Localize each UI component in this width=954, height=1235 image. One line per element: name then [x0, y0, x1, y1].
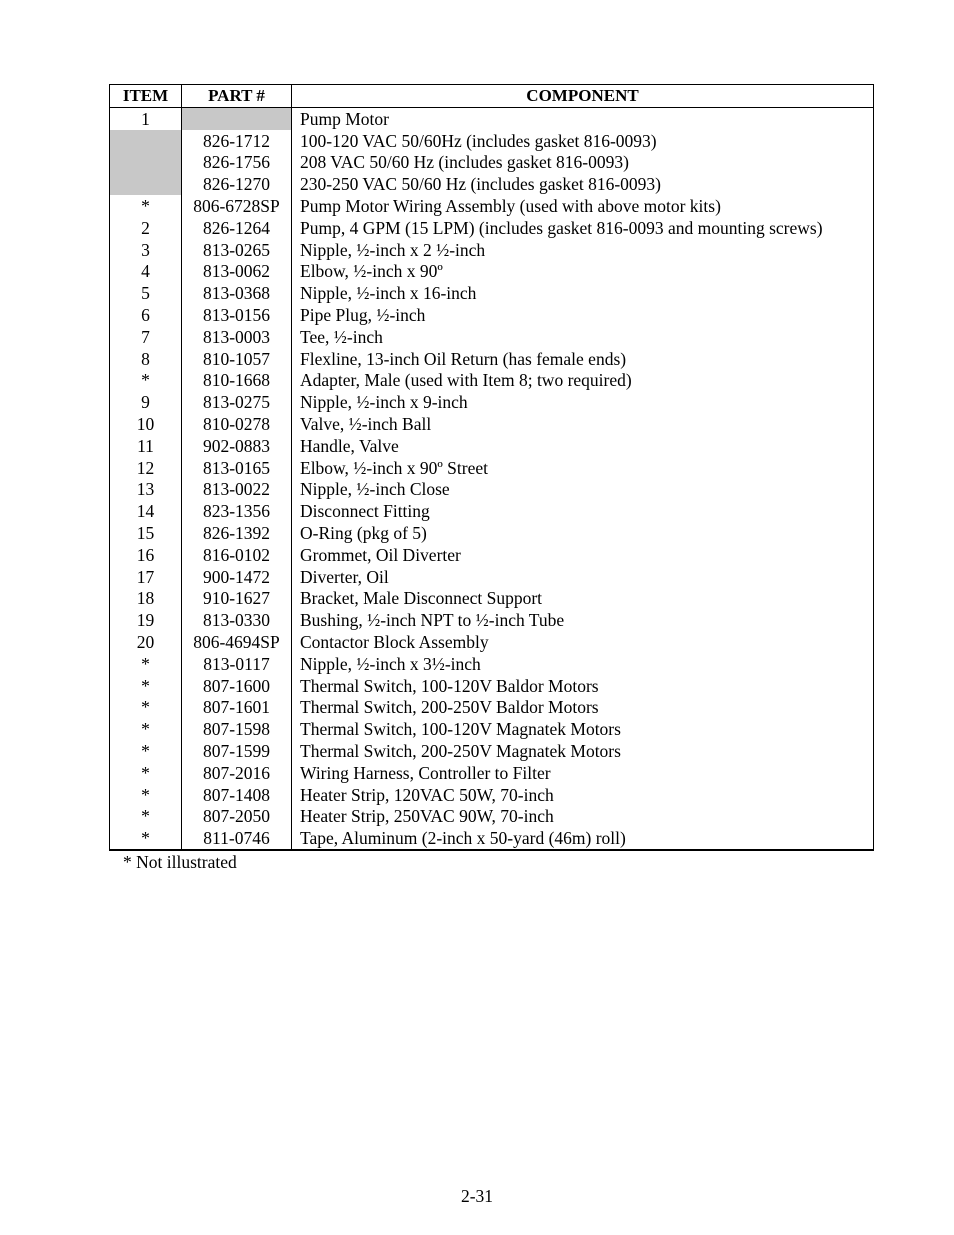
- part-number-cell: 813-0368: [182, 282, 292, 304]
- table-row: [110, 718, 874, 740]
- part-number-cell: 807-1599: [182, 740, 292, 762]
- item-cell: 19: [110, 609, 182, 631]
- item-cell: *: [110, 718, 182, 740]
- header-item: ITEM: [110, 85, 182, 108]
- table-row: [110, 239, 874, 261]
- item-cell: 10: [110, 413, 182, 435]
- table-row: [110, 631, 874, 653]
- table-row: [110, 609, 874, 631]
- component-cell: Pump, 4 GPM (15 LPM) (includes gasket 816-0093 and mounting screws): [292, 217, 874, 239]
- table-row: [110, 762, 874, 784]
- item-cell: *: [110, 195, 182, 217]
- item-cell: 3: [110, 239, 182, 261]
- part-number-cell: 813-0275: [182, 391, 292, 413]
- table-row: [110, 500, 874, 522]
- part-number-cell: 902-0883: [182, 435, 292, 457]
- component-cell: Heater Strip, 120VAC 50W, 70-inch: [292, 784, 874, 806]
- item-cell: *: [110, 740, 182, 762]
- table-row: [110, 282, 874, 304]
- part-number-cell: 826-1264: [182, 217, 292, 239]
- component-cell: Wiring Harness, Controller to Filter: [292, 762, 874, 784]
- item-cell: *: [110, 827, 182, 850]
- table-row: [110, 457, 874, 479]
- component-cell: Elbow, ½-inch x 90º: [292, 261, 874, 283]
- component-cell: Thermal Switch, 100-120V Baldor Motors: [292, 675, 874, 697]
- item-cell: [110, 173, 182, 195]
- part-number-cell: 910-1627: [182, 588, 292, 610]
- table-header: [110, 85, 874, 108]
- item-cell: 16: [110, 544, 182, 566]
- table-row: [110, 173, 874, 195]
- component-cell: Adapter, Male (used with Item 8; two required): [292, 370, 874, 392]
- item-cell: 20: [110, 631, 182, 653]
- component-cell: 100-120 VAC 50/60Hz (includes gasket 816-0093): [292, 130, 874, 152]
- part-number-cell: 813-0165: [182, 457, 292, 479]
- component-cell: 230-250 VAC 50/60 Hz (includes gasket 816-0093): [292, 173, 874, 195]
- parts-table: [109, 84, 874, 851]
- item-cell: 8: [110, 348, 182, 370]
- item-cell: 17: [110, 566, 182, 588]
- table-body: [110, 108, 874, 851]
- header-component: COMPONENT: [292, 85, 874, 108]
- table-row: [110, 479, 874, 501]
- part-number-cell: 826-1756: [182, 152, 292, 174]
- table-row: [110, 391, 874, 413]
- component-cell: Disconnect Fitting: [292, 500, 874, 522]
- item-cell: *: [110, 784, 182, 806]
- item-cell: 18: [110, 588, 182, 610]
- header-row: [110, 85, 874, 108]
- table-row: [110, 435, 874, 457]
- table-row: [110, 827, 874, 850]
- part-number-cell: 810-0278: [182, 413, 292, 435]
- table-row: [110, 413, 874, 435]
- part-number-cell: 813-0022: [182, 479, 292, 501]
- table-row: [110, 806, 874, 828]
- table-row: [110, 522, 874, 544]
- item-cell: 13: [110, 479, 182, 501]
- part-number-cell: 813-0062: [182, 261, 292, 283]
- part-number-cell: 826-1392: [182, 522, 292, 544]
- part-number-cell: 807-2050: [182, 806, 292, 828]
- table-row: [110, 217, 874, 239]
- table-row: [110, 326, 874, 348]
- item-cell: 4: [110, 261, 182, 283]
- table-row: [110, 740, 874, 762]
- item-cell: *: [110, 806, 182, 828]
- table-row: [110, 152, 874, 174]
- item-cell: [110, 152, 182, 174]
- table-row: [110, 588, 874, 610]
- item-cell: *: [110, 370, 182, 392]
- part-number-cell: 813-0265: [182, 239, 292, 261]
- component-cell: Diverter, Oil: [292, 566, 874, 588]
- footnote: * Not illustrated: [123, 852, 237, 872]
- part-number-cell: 811-0746: [182, 827, 292, 850]
- header-part-number: PART #: [182, 85, 292, 108]
- item-cell: 5: [110, 282, 182, 304]
- part-number-cell: 807-2016: [182, 762, 292, 784]
- table-row: [110, 348, 874, 370]
- component-cell: Nipple, ½-inch x 16-inch: [292, 282, 874, 304]
- table-row: [110, 130, 874, 152]
- table-row: [110, 261, 874, 283]
- component-cell: Tape, Aluminum (2-inch x 50-yard (46m) roll): [292, 827, 874, 850]
- component-cell: Heater Strip, 250VAC 90W, 70-inch: [292, 806, 874, 828]
- item-cell: 2: [110, 217, 182, 239]
- part-number-cell: 806-6728SP: [182, 195, 292, 217]
- component-cell: Elbow, ½-inch x 90º Street: [292, 457, 874, 479]
- component-cell: Grommet, Oil Diverter: [292, 544, 874, 566]
- part-number-cell: 807-1408: [182, 784, 292, 806]
- item-cell: *: [110, 697, 182, 719]
- part-number-cell: 900-1472: [182, 566, 292, 588]
- page-number: 2-31: [460, 1186, 494, 1206]
- part-number-cell: 823-1356: [182, 500, 292, 522]
- item-cell: 15: [110, 522, 182, 544]
- table-row: [110, 653, 874, 675]
- part-number-cell: 807-1601: [182, 697, 292, 719]
- table-row: [110, 784, 874, 806]
- item-cell: *: [110, 762, 182, 784]
- component-cell: Pump Motor: [292, 108, 874, 130]
- component-cell: Nipple, ½-inch x 3½-inch: [292, 653, 874, 675]
- part-number-cell: 813-0156: [182, 304, 292, 326]
- table-row: [110, 566, 874, 588]
- component-cell: O-Ring (pkg of 5): [292, 522, 874, 544]
- part-number-cell: 813-0330: [182, 609, 292, 631]
- table-row: [110, 370, 874, 392]
- component-cell: Handle, Valve: [292, 435, 874, 457]
- table-row: [110, 304, 874, 326]
- component-cell: Nipple, ½-inch x 9-inch: [292, 391, 874, 413]
- component-cell: Thermal Switch, 100-120V Magnatek Motors: [292, 718, 874, 740]
- item-cell: 12: [110, 457, 182, 479]
- component-cell: Tee, ½-inch: [292, 326, 874, 348]
- part-number-cell: 826-1270: [182, 173, 292, 195]
- item-cell: 11: [110, 435, 182, 457]
- table-row: [110, 108, 874, 130]
- component-cell: Nipple, ½-inch x 2 ½-inch: [292, 239, 874, 261]
- table-row: [110, 195, 874, 217]
- component-cell: Pump Motor Wiring Assembly (used with above motor kits): [292, 195, 874, 217]
- part-number-cell: 810-1668: [182, 370, 292, 392]
- part-number-cell: 826-1712: [182, 130, 292, 152]
- part-number-cell: 813-0117: [182, 653, 292, 675]
- part-number-cell: 807-1598: [182, 718, 292, 740]
- table-row: [110, 675, 874, 697]
- component-cell: Valve, ½-inch Ball: [292, 413, 874, 435]
- item-cell: 7: [110, 326, 182, 348]
- part-number-cell: 807-1600: [182, 675, 292, 697]
- item-cell: 9: [110, 391, 182, 413]
- item-cell: 6: [110, 304, 182, 326]
- item-cell: [110, 130, 182, 152]
- component-cell: Pipe Plug, ½-inch: [292, 304, 874, 326]
- component-cell: 208 VAC 50/60 Hz (includes gasket 816-0093): [292, 152, 874, 174]
- component-cell: Thermal Switch, 200-250V Magnatek Motors: [292, 740, 874, 762]
- component-cell: Bracket, Male Disconnect Support: [292, 588, 874, 610]
- part-number-cell: [182, 108, 292, 130]
- item-cell: *: [110, 653, 182, 675]
- part-number-cell: 813-0003: [182, 326, 292, 348]
- component-cell: Bushing, ½-inch NPT to ½-inch Tube: [292, 609, 874, 631]
- component-cell: Thermal Switch, 200-250V Baldor Motors: [292, 697, 874, 719]
- table-row: [110, 544, 874, 566]
- part-number-cell: 816-0102: [182, 544, 292, 566]
- component-cell: Nipple, ½-inch Close: [292, 479, 874, 501]
- component-cell: Contactor Block Assembly: [292, 631, 874, 653]
- part-number-cell: 806-4694SP: [182, 631, 292, 653]
- item-cell: 1: [110, 108, 182, 130]
- item-cell: 14: [110, 500, 182, 522]
- component-cell: Flexline, 13-inch Oil Return (has female ends): [292, 348, 874, 370]
- table-row: [110, 697, 874, 719]
- item-cell: *: [110, 675, 182, 697]
- part-number-cell: 810-1057: [182, 348, 292, 370]
